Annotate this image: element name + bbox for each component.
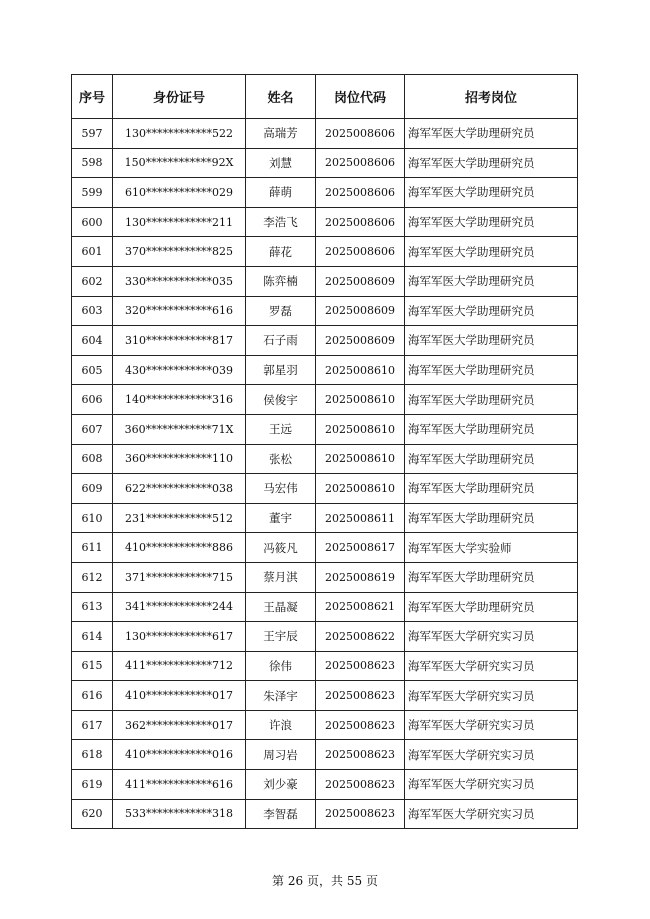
- cell-serial-number: 601: [72, 237, 113, 267]
- cell-post-code: 2025008619: [316, 562, 405, 592]
- cell-serial-number: 607: [72, 414, 113, 444]
- cell-id-number: 320************616: [113, 296, 246, 326]
- table-row: [72, 178, 578, 208]
- table-row: [72, 710, 578, 740]
- cell-id-number: 140************316: [113, 385, 246, 415]
- cell-serial-number: 609: [72, 474, 113, 504]
- cell-post-title: 海军军医大学助理研究员: [405, 207, 578, 237]
- cell-post-title: 海军军医大学研究实习员: [405, 622, 578, 652]
- cell-name: 薛花: [246, 237, 316, 267]
- cell-post-code: 2025008610: [316, 444, 405, 474]
- cell-name: 刘少豪: [246, 770, 316, 800]
- cell-serial-number: 597: [72, 119, 113, 149]
- cell-serial-number: 606: [72, 385, 113, 415]
- table-row: [72, 355, 578, 385]
- cell-serial-number: 616: [72, 681, 113, 711]
- header-name: 姓名: [246, 75, 316, 119]
- cell-serial-number: 617: [72, 710, 113, 740]
- table-row: [72, 444, 578, 474]
- cell-post-code: 2025008622: [316, 622, 405, 652]
- header-id-number: 身份证号: [113, 75, 246, 119]
- cell-id-number: 410************886: [113, 533, 246, 563]
- cell-name: 石子雨: [246, 326, 316, 356]
- cell-name: 李浩飞: [246, 207, 316, 237]
- cell-post-title: 海军军医大学助理研究员: [405, 474, 578, 504]
- cell-post-title: 海军军医大学助理研究员: [405, 296, 578, 326]
- cell-id-number: 130************522: [113, 119, 246, 149]
- cell-post-code: 2025008606: [316, 148, 405, 178]
- cell-post-code: 2025008623: [316, 651, 405, 681]
- cell-post-title: 海军军医大学研究实习员: [405, 651, 578, 681]
- table-row: [72, 770, 578, 800]
- cell-name: 张松: [246, 444, 316, 474]
- header-post-code: 岗位代码: [316, 75, 405, 119]
- footer-page-number: 26: [287, 874, 304, 888]
- table-row: [72, 562, 578, 592]
- cell-serial-number: 605: [72, 355, 113, 385]
- cell-post-code: 2025008623: [316, 740, 405, 770]
- cell-serial-number: 611: [72, 533, 113, 563]
- cell-id-number: 330************035: [113, 266, 246, 296]
- cell-name: 周习岩: [246, 740, 316, 770]
- cell-name: 郭星羽: [246, 355, 316, 385]
- cell-name: 高瑞芳: [246, 119, 316, 149]
- cell-post-title: 海军军医大学助理研究员: [405, 237, 578, 267]
- cell-serial-number: 603: [72, 296, 113, 326]
- cell-serial-number: 618: [72, 740, 113, 770]
- table-row: [72, 681, 578, 711]
- footer-total-pages: 55: [346, 874, 363, 888]
- header-post-title: 招考岗位: [405, 75, 578, 119]
- cell-id-number: 410************016: [113, 740, 246, 770]
- table-row: [72, 326, 578, 356]
- cell-post-title: 海军军医大学研究实习员: [405, 710, 578, 740]
- cell-post-title: 海军军医大学助理研究员: [405, 592, 578, 622]
- cell-post-title: 海军军医大学助理研究员: [405, 444, 578, 474]
- cell-name: 陈弈楠: [246, 266, 316, 296]
- cell-post-title: 海军军医大学助理研究员: [405, 385, 578, 415]
- cell-serial-number: 602: [72, 266, 113, 296]
- cell-id-number: 130************211: [113, 207, 246, 237]
- cell-name: 罗磊: [246, 296, 316, 326]
- cell-serial-number: 610: [72, 503, 113, 533]
- cell-id-number: 150************92X: [113, 148, 246, 178]
- cell-post-code: 2025008610: [316, 414, 405, 444]
- cell-name: 李智磊: [246, 799, 316, 829]
- table-row: [72, 119, 578, 149]
- table-row: [72, 622, 578, 652]
- cell-post-code: 2025008609: [316, 326, 405, 356]
- cell-post-title: 海军军医大学研究实习员: [405, 799, 578, 829]
- applicant-table: [71, 74, 578, 829]
- table-body: [72, 119, 578, 829]
- cell-name: 王宇辰: [246, 622, 316, 652]
- cell-serial-number: 613: [72, 592, 113, 622]
- cell-post-title: 海军军医大学研究实习员: [405, 681, 578, 711]
- footer-middle: 页，共: [306, 874, 343, 888]
- cell-post-title: 海军军医大学助理研究员: [405, 148, 578, 178]
- table-row: [72, 237, 578, 267]
- cell-name: 许浪: [246, 710, 316, 740]
- cell-post-code: 2025008623: [316, 710, 405, 740]
- cell-post-title: 海军军医大学助理研究员: [405, 503, 578, 533]
- table-row: [72, 296, 578, 326]
- cell-serial-number: 615: [72, 651, 113, 681]
- table-row: [72, 207, 578, 237]
- cell-serial-number: 612: [72, 562, 113, 592]
- cell-name: 蔡月淇: [246, 562, 316, 592]
- footer-prefix: 第: [272, 874, 285, 888]
- cell-serial-number: 599: [72, 178, 113, 208]
- cell-name: 马宏伟: [246, 474, 316, 504]
- header-serial-number: 序号: [72, 75, 113, 119]
- cell-post-code: 2025008610: [316, 385, 405, 415]
- cell-post-title: 海军军医大学助理研究员: [405, 326, 578, 356]
- cell-id-number: 371************715: [113, 562, 246, 592]
- cell-post-code: 2025008623: [316, 681, 405, 711]
- cell-name: 王远: [246, 414, 316, 444]
- page-footer: [0, 872, 650, 889]
- cell-serial-number: 614: [72, 622, 113, 652]
- cell-id-number: 360************71X: [113, 414, 246, 444]
- table-row: [72, 533, 578, 563]
- cell-post-code: 2025008606: [316, 237, 405, 267]
- cell-post-title: 海军军医大学实验师: [405, 533, 578, 563]
- cell-post-code: 2025008621: [316, 592, 405, 622]
- table-row: [72, 592, 578, 622]
- cell-id-number: 411************712: [113, 651, 246, 681]
- cell-id-number: 411************616: [113, 770, 246, 800]
- cell-name: 朱泽宇: [246, 681, 316, 711]
- cell-name: 冯筱凡: [246, 533, 316, 563]
- cell-post-title: 海军军医大学助理研究员: [405, 562, 578, 592]
- cell-id-number: 410************017: [113, 681, 246, 711]
- table-header: [72, 75, 578, 119]
- cell-post-code: 2025008611: [316, 503, 405, 533]
- table-row: [72, 740, 578, 770]
- footer-suffix: 页: [365, 874, 378, 888]
- cell-name: 董宇: [246, 503, 316, 533]
- cell-serial-number: 604: [72, 326, 113, 356]
- cell-post-code: 2025008606: [316, 207, 405, 237]
- cell-id-number: 430************039: [113, 355, 246, 385]
- cell-name: 刘慧: [246, 148, 316, 178]
- cell-post-title: 海军军医大学助理研究员: [405, 119, 578, 149]
- cell-id-number: 231************512: [113, 503, 246, 533]
- cell-serial-number: 598: [72, 148, 113, 178]
- cell-post-code: 2025008623: [316, 799, 405, 829]
- cell-id-number: 310************817: [113, 326, 246, 356]
- table-row: [72, 385, 578, 415]
- cell-post-code: 2025008606: [316, 178, 405, 208]
- cell-name: 徐伟: [246, 651, 316, 681]
- table-row: [72, 474, 578, 504]
- cell-serial-number: 619: [72, 770, 113, 800]
- table-row: [72, 148, 578, 178]
- cell-id-number: 130************617: [113, 622, 246, 652]
- cell-id-number: 622************038: [113, 474, 246, 504]
- table-row: [72, 503, 578, 533]
- cell-name: 王晶凝: [246, 592, 316, 622]
- cell-post-code: 2025008610: [316, 355, 405, 385]
- cell-post-code: 2025008609: [316, 296, 405, 326]
- cell-serial-number: 620: [72, 799, 113, 829]
- cell-id-number: 610************029: [113, 178, 246, 208]
- header-row: [72, 75, 578, 119]
- cell-id-number: 360************110: [113, 444, 246, 474]
- cell-post-code: 2025008606: [316, 119, 405, 149]
- cell-name: 侯俊宇: [246, 385, 316, 415]
- cell-post-title: 海军军医大学助理研究员: [405, 355, 578, 385]
- cell-id-number: 341************244: [113, 592, 246, 622]
- table-row: [72, 651, 578, 681]
- cell-post-title: 海军军医大学助理研究员: [405, 178, 578, 208]
- cell-serial-number: 608: [72, 444, 113, 474]
- cell-id-number: 370************825: [113, 237, 246, 267]
- table-row: [72, 799, 578, 829]
- cell-serial-number: 600: [72, 207, 113, 237]
- cell-post-code: 2025008610: [316, 474, 405, 504]
- table-row: [72, 414, 578, 444]
- table-row: [72, 266, 578, 296]
- cell-post-title: 海军军医大学研究实习员: [405, 740, 578, 770]
- cell-post-code: 2025008617: [316, 533, 405, 563]
- cell-name: 薛萌: [246, 178, 316, 208]
- cell-id-number: 533************318: [113, 799, 246, 829]
- cell-post-title: 海军军医大学助理研究员: [405, 266, 578, 296]
- cell-post-title: 海军军医大学研究实习员: [405, 770, 578, 800]
- cell-id-number: 362************017: [113, 710, 246, 740]
- cell-post-code: 2025008609: [316, 266, 405, 296]
- cell-post-title: 海军军医大学助理研究员: [405, 414, 578, 444]
- cell-post-code: 2025008623: [316, 770, 405, 800]
